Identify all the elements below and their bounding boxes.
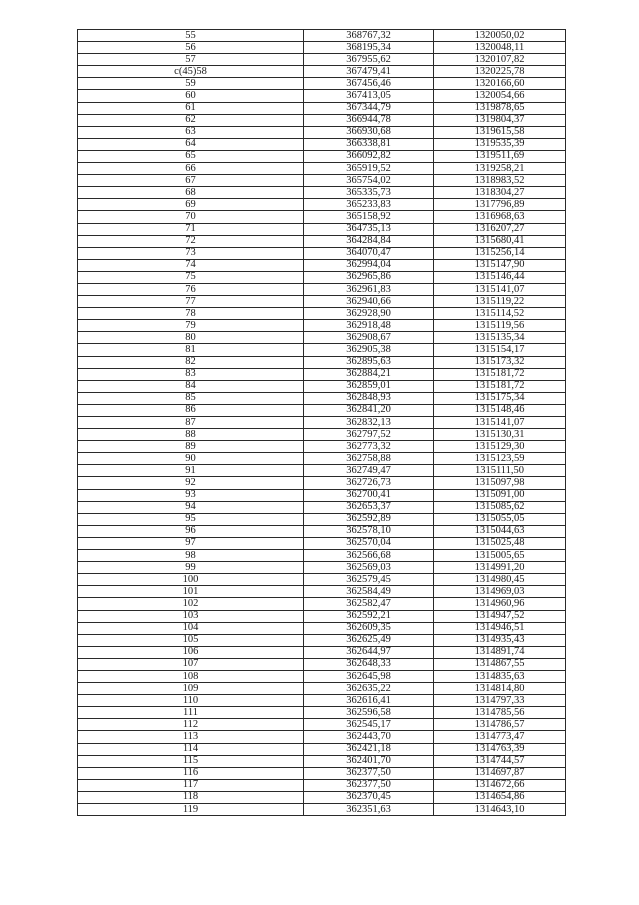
y-coordinate-cell: 1315025,48 [434,537,566,549]
y-coordinate-cell: 1315256,14 [434,247,566,259]
table-row [78,271,566,283]
table-row [78,163,566,175]
y-coordinate-cell: 1315175,34 [434,392,566,404]
table-row [78,344,566,356]
point-number-cell: 70 [78,211,304,223]
x-coordinate-cell: 362351,63 [304,804,434,816]
y-coordinate-cell: 1320050,02 [434,30,566,42]
x-coordinate-cell: 362401,70 [304,755,434,767]
point-number-cell: 105 [78,634,304,646]
table-row [78,683,566,695]
x-coordinate-cell: 362918,48 [304,320,434,332]
table-row [78,259,566,271]
y-coordinate-cell: 1314867,55 [434,658,566,670]
point-number-cell: 84 [78,380,304,392]
point-number-cell: 75 [78,271,304,283]
y-coordinate-cell: 1315680,41 [434,235,566,247]
table-row [78,598,566,610]
x-coordinate-cell: 362421,18 [304,743,434,755]
table-row [78,804,566,816]
x-coordinate-cell: 365233,83 [304,199,434,211]
x-coordinate-cell: 367456,46 [304,78,434,90]
y-coordinate-cell: 1320225,78 [434,66,566,78]
x-coordinate-cell: 362648,33 [304,658,434,670]
table-row [78,235,566,247]
coordinates-table [77,29,566,816]
y-coordinate-cell: 1319511,69 [434,150,566,162]
coordinates-table-body [78,30,566,816]
x-coordinate-cell: 362609,35 [304,622,434,634]
x-coordinate-cell: 362726,73 [304,477,434,489]
y-coordinate-cell: 1315091,00 [434,489,566,501]
table-row [78,562,566,574]
point-number-cell: 73 [78,247,304,259]
x-coordinate-cell: 362700,41 [304,489,434,501]
point-number-cell: 61 [78,102,304,114]
y-coordinate-cell: 1320166,60 [434,78,566,90]
table-row [78,453,566,465]
point-number-cell: 96 [78,525,304,537]
x-coordinate-cell: 366930,68 [304,126,434,138]
table-row [78,114,566,126]
y-coordinate-cell: 1315141,07 [434,283,566,295]
table-row [78,550,566,562]
point-number-cell: 116 [78,767,304,779]
table-row [78,150,566,162]
x-coordinate-cell: 362797,52 [304,429,434,441]
y-coordinate-cell: 1314697,87 [434,767,566,779]
table-row [78,707,566,719]
x-coordinate-cell: 362592,89 [304,513,434,525]
table-row [78,283,566,295]
x-coordinate-cell: 362596,58 [304,707,434,719]
table-row [78,392,566,404]
y-coordinate-cell: 1314786,57 [434,719,566,731]
table-row [78,126,566,138]
x-coordinate-cell: 362749,47 [304,465,434,477]
y-coordinate-cell: 1314654,86 [434,791,566,803]
table-row [78,102,566,114]
table-row [78,30,566,42]
y-coordinate-cell: 1314935,43 [434,634,566,646]
y-coordinate-cell: 1319615,58 [434,126,566,138]
point-number-cell: 101 [78,586,304,598]
x-coordinate-cell: 362758,88 [304,453,434,465]
y-coordinate-cell: 1315129,30 [434,441,566,453]
y-coordinate-cell: 1319258,21 [434,163,566,175]
point-number-cell: 114 [78,743,304,755]
y-coordinate-cell: 1315130,31 [434,429,566,441]
table-row [78,404,566,416]
x-coordinate-cell: 362908,67 [304,332,434,344]
y-coordinate-cell: 1314773,47 [434,731,566,743]
y-coordinate-cell: 1314744,57 [434,755,566,767]
point-number-cell: 85 [78,392,304,404]
table-row [78,356,566,368]
y-coordinate-cell: 1320048,11 [434,42,566,54]
x-coordinate-cell: 367955,62 [304,54,434,66]
point-number-cell: 88 [78,429,304,441]
x-coordinate-cell: 367413,05 [304,90,434,102]
point-number-cell: 97 [78,537,304,549]
y-coordinate-cell: 1315085,62 [434,501,566,513]
x-coordinate-cell: 362653,37 [304,501,434,513]
y-coordinate-cell: 1314785,56 [434,707,566,719]
table-row [78,622,566,634]
table-row [78,767,566,779]
y-coordinate-cell: 1316968,63 [434,211,566,223]
y-coordinate-cell: 1315147,90 [434,259,566,271]
point-number-cell: 68 [78,187,304,199]
point-number-cell: 100 [78,574,304,586]
y-coordinate-cell: 1315148,46 [434,404,566,416]
point-number-cell: 65 [78,150,304,162]
x-coordinate-cell: 367344,79 [304,102,434,114]
x-coordinate-cell: 362905,38 [304,344,434,356]
point-number-cell: 108 [78,670,304,682]
x-coordinate-cell: 362592,21 [304,610,434,622]
y-coordinate-cell: 1314991,20 [434,562,566,574]
y-coordinate-cell: 1314980,45 [434,574,566,586]
table-row [78,187,566,199]
x-coordinate-cell: 362578,10 [304,525,434,537]
x-coordinate-cell: 362566,68 [304,550,434,562]
table-row [78,574,566,586]
x-coordinate-cell: 365919,52 [304,163,434,175]
x-coordinate-cell: 362443,70 [304,731,434,743]
table-row [78,42,566,54]
y-coordinate-cell: 1318983,52 [434,175,566,187]
point-number-cell: 90 [78,453,304,465]
point-number-cell: 81 [78,344,304,356]
table-row [78,332,566,344]
table-row [78,138,566,150]
table-row [78,175,566,187]
y-coordinate-cell: 1314672,66 [434,779,566,791]
table-row [78,465,566,477]
x-coordinate-cell: 368195,34 [304,42,434,54]
point-number-cell: 92 [78,477,304,489]
point-number-cell: 99 [78,562,304,574]
point-number-cell: 98 [78,550,304,562]
y-coordinate-cell: 1314946,51 [434,622,566,634]
table-row [78,658,566,670]
table-row [78,199,566,211]
x-coordinate-cell: 362965,86 [304,271,434,283]
table-row [78,525,566,537]
point-number-cell: 109 [78,683,304,695]
point-number-cell: 87 [78,417,304,429]
table-row [78,513,566,525]
y-coordinate-cell: 1314835,63 [434,670,566,682]
table-row [78,695,566,707]
x-coordinate-cell: 362859,01 [304,380,434,392]
point-number-cell: 89 [78,441,304,453]
point-number-cell: 74 [78,259,304,271]
x-coordinate-cell: 362635,22 [304,683,434,695]
y-coordinate-cell: 1317796,89 [434,199,566,211]
x-coordinate-cell: 366092,82 [304,150,434,162]
point-number-cell: 60 [78,90,304,102]
table-row [78,646,566,658]
x-coordinate-cell: 365158,92 [304,211,434,223]
y-coordinate-cell: 1319804,37 [434,114,566,126]
x-coordinate-cell: 362570,04 [304,537,434,549]
y-coordinate-cell: 1319535,39 [434,138,566,150]
point-number-cell: с(45)58 [78,66,304,78]
x-coordinate-cell: 364735,13 [304,223,434,235]
point-number-cell: 119 [78,804,304,816]
y-coordinate-cell: 1315055,05 [434,513,566,525]
x-coordinate-cell: 362569,03 [304,562,434,574]
y-coordinate-cell: 1315119,56 [434,320,566,332]
point-number-cell: 117 [78,779,304,791]
point-number-cell: 112 [78,719,304,731]
point-number-cell: 57 [78,54,304,66]
point-number-cell: 82 [78,356,304,368]
x-coordinate-cell: 367479,41 [304,66,434,78]
x-coordinate-cell: 362582,47 [304,598,434,610]
y-coordinate-cell: 1314814,80 [434,683,566,695]
point-number-cell: 93 [78,489,304,501]
table-row [78,66,566,78]
x-coordinate-cell: 365754,02 [304,175,434,187]
point-number-cell: 113 [78,731,304,743]
x-coordinate-cell: 365335,73 [304,187,434,199]
table-row [78,211,566,223]
point-number-cell: 72 [78,235,304,247]
point-number-cell: 79 [78,320,304,332]
point-number-cell: 118 [78,791,304,803]
point-number-cell: 55 [78,30,304,42]
point-number-cell: 59 [78,78,304,90]
point-number-cell: 102 [78,598,304,610]
y-coordinate-cell: 1314969,03 [434,586,566,598]
x-coordinate-cell: 362584,49 [304,586,434,598]
point-number-cell: 77 [78,296,304,308]
y-coordinate-cell: 1315111,50 [434,465,566,477]
table-row [78,477,566,489]
point-number-cell: 76 [78,283,304,295]
table-row [78,429,566,441]
point-number-cell: 83 [78,368,304,380]
point-number-cell: 86 [78,404,304,416]
x-coordinate-cell: 362841,20 [304,404,434,416]
x-coordinate-cell: 362616,41 [304,695,434,707]
table-row [78,320,566,332]
table-row [78,610,566,622]
point-number-cell: 64 [78,138,304,150]
y-coordinate-cell: 1315181,72 [434,380,566,392]
x-coordinate-cell: 362377,50 [304,767,434,779]
table-row [78,223,566,235]
y-coordinate-cell: 1315097,98 [434,477,566,489]
table-row [78,308,566,320]
table-row [78,489,566,501]
point-number-cell: 94 [78,501,304,513]
point-number-cell: 78 [78,308,304,320]
point-number-cell: 91 [78,465,304,477]
point-number-cell: 71 [78,223,304,235]
table-row [78,586,566,598]
x-coordinate-cell: 362848,93 [304,392,434,404]
x-coordinate-cell: 362994,04 [304,259,434,271]
x-coordinate-cell: 362644,97 [304,646,434,658]
point-number-cell: 104 [78,622,304,634]
x-coordinate-cell: 362884,21 [304,368,434,380]
table-row [78,755,566,767]
x-coordinate-cell: 362645,98 [304,670,434,682]
point-number-cell: 103 [78,610,304,622]
table-row [78,368,566,380]
point-number-cell: 66 [78,163,304,175]
y-coordinate-cell: 1315154,17 [434,344,566,356]
y-coordinate-cell: 1315146,44 [434,271,566,283]
point-number-cell: 63 [78,126,304,138]
point-number-cell: 69 [78,199,304,211]
table-row [78,296,566,308]
table-row [78,670,566,682]
x-coordinate-cell: 362928,90 [304,308,434,320]
x-coordinate-cell: 362625,49 [304,634,434,646]
point-number-cell: 67 [78,175,304,187]
x-coordinate-cell: 362545,17 [304,719,434,731]
y-coordinate-cell: 1314947,52 [434,610,566,622]
y-coordinate-cell: 1315044,63 [434,525,566,537]
y-coordinate-cell: 1315119,22 [434,296,566,308]
x-coordinate-cell: 362773,32 [304,441,434,453]
x-coordinate-cell: 362832,13 [304,417,434,429]
x-coordinate-cell: 362895,63 [304,356,434,368]
table-row [78,634,566,646]
table-row [78,779,566,791]
x-coordinate-cell: 366944,78 [304,114,434,126]
y-coordinate-cell: 1315141,07 [434,417,566,429]
table-row [78,247,566,259]
x-coordinate-cell: 364070,47 [304,247,434,259]
point-number-cell: 62 [78,114,304,126]
table-row [78,54,566,66]
y-coordinate-cell: 1315005,65 [434,550,566,562]
table-row [78,501,566,513]
table-row [78,791,566,803]
y-coordinate-cell: 1319878,65 [434,102,566,114]
y-coordinate-cell: 1314891,74 [434,646,566,658]
y-coordinate-cell: 1320054,66 [434,90,566,102]
x-coordinate-cell: 362370,45 [304,791,434,803]
y-coordinate-cell: 1315181,72 [434,368,566,380]
table-row [78,719,566,731]
table-row [78,417,566,429]
table-row [78,78,566,90]
point-number-cell: 111 [78,707,304,719]
point-number-cell: 110 [78,695,304,707]
y-coordinate-cell: 1318304,27 [434,187,566,199]
y-coordinate-cell: 1315123,59 [434,453,566,465]
x-coordinate-cell: 362579,45 [304,574,434,586]
y-coordinate-cell: 1314797,33 [434,695,566,707]
point-number-cell: 107 [78,658,304,670]
x-coordinate-cell: 364284,84 [304,235,434,247]
y-coordinate-cell: 1315173,32 [434,356,566,368]
x-coordinate-cell: 366338,81 [304,138,434,150]
point-number-cell: 106 [78,646,304,658]
x-coordinate-cell: 362940,66 [304,296,434,308]
y-coordinate-cell: 1315114,52 [434,308,566,320]
y-coordinate-cell: 1320107,82 [434,54,566,66]
x-coordinate-cell: 368767,32 [304,30,434,42]
x-coordinate-cell: 362961,83 [304,283,434,295]
table-row [78,380,566,392]
x-coordinate-cell: 362377,50 [304,779,434,791]
table-row [78,537,566,549]
y-coordinate-cell: 1316207,27 [434,223,566,235]
point-number-cell: 115 [78,755,304,767]
y-coordinate-cell: 1314763,39 [434,743,566,755]
table-row [78,743,566,755]
table-row [78,90,566,102]
y-coordinate-cell: 1314643,10 [434,804,566,816]
table-row [78,731,566,743]
point-number-cell: 80 [78,332,304,344]
point-number-cell: 56 [78,42,304,54]
y-coordinate-cell: 1314960,96 [434,598,566,610]
point-number-cell: 95 [78,513,304,525]
y-coordinate-cell: 1315135,34 [434,332,566,344]
table-row [78,441,566,453]
